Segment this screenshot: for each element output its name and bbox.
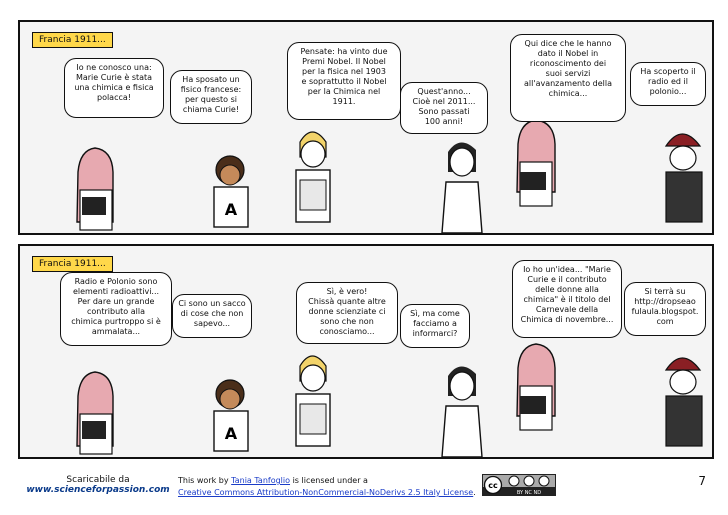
page-number: 7 [698, 474, 706, 488]
license-text: This work by [178, 476, 232, 485]
download-label: Scaricabile da [66, 475, 130, 485]
speech-bubble: Ha scoperto il radio ed il polonio... [630, 62, 706, 106]
kid-with-beanie-figure [666, 358, 702, 446]
creative-commons-badge-icon[interactable] [482, 474, 556, 496]
speech-bubble: Radio e Polonio sono elementi radioattivi... Per dare un grande contributo alla chimica purtroppo si è ammalata... [60, 272, 172, 346]
girl-reading-figure [517, 120, 555, 206]
speech-bubble: Ci sono un sacco di cose che non sapevo... [172, 294, 252, 338]
comic-strip-bottom [18, 244, 714, 459]
cc-badge-text: BY NC ND [516, 490, 542, 496]
speech-bubble: Io ho un'idea... "Marie Curie e il contributo delle donne alla chimica" è il titolo del Carnevale della Chimica di novembre... [512, 260, 622, 338]
girl-reading-figure [517, 344, 555, 430]
download-credit [18, 475, 178, 495]
girl-with-scarf-figure [77, 372, 113, 454]
curly-haired-boy-figure [214, 156, 248, 227]
download-url[interactable]: www.scienceforpassion.com [26, 485, 170, 495]
speech-bubble: Si terrà su http://dropseao fulaula.blogspot. com [624, 282, 706, 336]
blonde-kid-figure [296, 356, 330, 446]
speech-bubble: Pensate: ha vinto due Premi Nobel. Il Nobel per la fisica nel 1903 e soprattutto il Nobel per la Chimica nel 1911. [287, 42, 401, 120]
license-notice [178, 475, 476, 499]
svg-text:A: A [224, 200, 238, 219]
speech-bubble: Qui dice che le hanno dato il Nobel in riconoscimento dei suoi servizi all'avanzamento della chimica... [510, 34, 626, 122]
speech-bubble: Sì, è vero! Chissà quante altre donne scienziate ci sono che non conosciamo... [296, 282, 398, 344]
speech-bubble: Ha sposato un fisico francese: per questo si chiama Curie! [170, 70, 252, 124]
speech-bubble: Quest'anno... Cioè nel 2011... Sono passati 100 anni! [400, 82, 488, 134]
speech-bubble: Io ne conosco una: Marie Curie è stata una chimica e fisica polacca! [64, 58, 164, 118]
author-link[interactable]: Tania Tanfoglio [231, 476, 291, 485]
speech-bubble: Sì, ma come facciamo a informarci? [400, 304, 470, 348]
dark-haired-woman-figure [442, 142, 482, 233]
panel-caption: Francia 1911... [32, 256, 113, 272]
comic-strip-top [18, 20, 714, 235]
curly-haired-boy-figure [214, 380, 248, 451]
blonde-kid-figure [296, 132, 330, 222]
svg-text:A: A [224, 424, 238, 443]
girl-with-scarf-figure [77, 148, 113, 230]
license-text: is licensed under a [290, 476, 368, 485]
license-link[interactable]: Creative Commons Attribution-NonCommercial-NoDerivs 2.5 Italy License [178, 488, 474, 497]
panel-caption: Francia 1911... [32, 32, 113, 48]
license-text: . [473, 488, 476, 497]
kid-with-beanie-figure [666, 134, 702, 222]
dark-haired-woman-figure [442, 366, 482, 457]
svg-text:cc: cc [488, 481, 498, 490]
